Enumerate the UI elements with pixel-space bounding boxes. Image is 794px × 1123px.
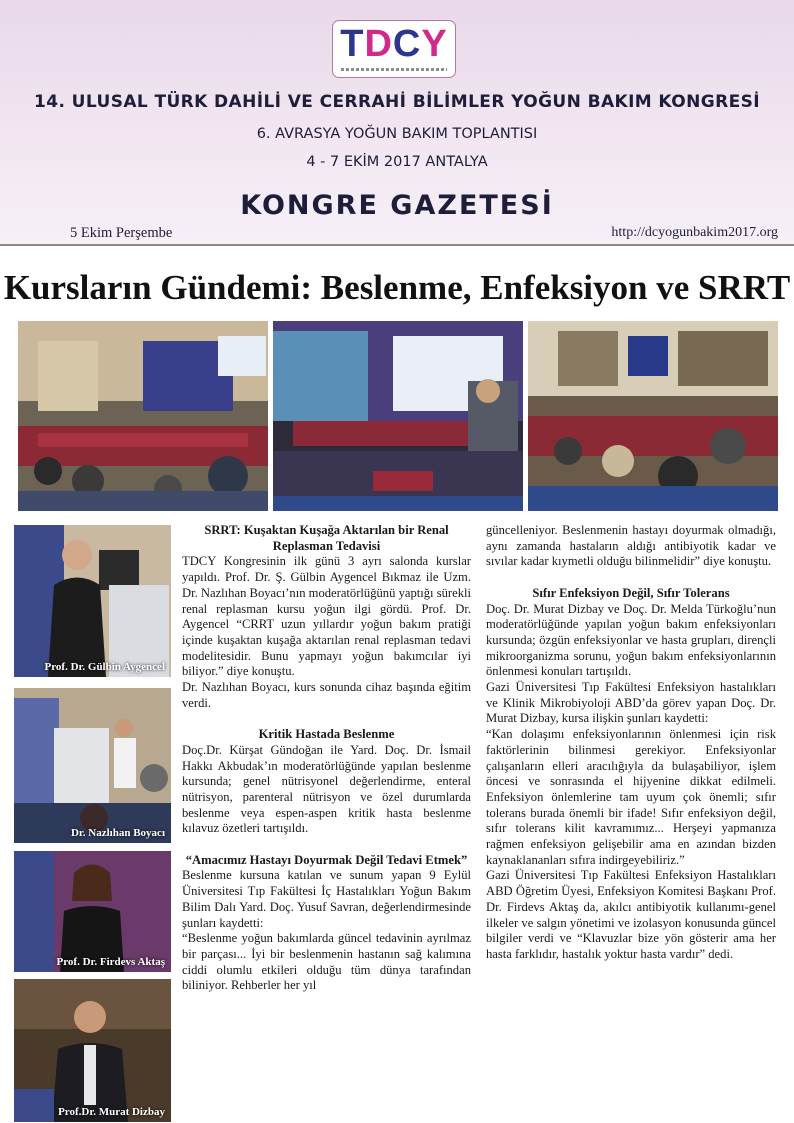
logo-text: TDCY (340, 23, 448, 65)
logo-tagline-bar (341, 68, 447, 71)
portrait-aygencel-image (14, 525, 171, 677)
portrait-dizbay (14, 979, 171, 1122)
paragraph: Gazi Üniversitesi Tıp Fakültesi Enfeksiyon Hastalıkları ABD Öğretim Üyesi, Enfeksiyon Komitesi Başkanı Prof. Dr. Firdevs Aktaş da, akılcı antibiyotik kullanımı-genel ilkeler ve salgın yönetimi ve izolasyon konusunda güncel bilgiler verdi ve “Klavuzlar bize yön gösterir ama her hasta farklıdır, hastalık yoktur hasta vardır” dedi. (486, 868, 776, 961)
paragraph: “Beslenme yoğun bakımlarda güncel tedavinin ayrılmaz bir parçası... İyi bir beslenmenin hastanın sağ kalımına ciddi olumlu etkileri olduğu tüm dünya tarafından biliniyor. Rehberler her yıl (182, 931, 471, 993)
hall-photo-3-image (528, 321, 778, 511)
article-column-2 (486, 523, 776, 963)
caption-aygencel: Prof. Dr. Gülbin Aygencel (44, 661, 165, 673)
portrait-aktas (14, 851, 171, 972)
section-heading: “Amacımız Hastayı Doyurmak Değil Tedavi Etmek” (185, 852, 468, 867)
event-dates: 4 - 7 EKİM 2017 ANTALYA (306, 154, 488, 170)
photo-hall-3 (528, 321, 778, 511)
caption-aktas: Prof. Dr. Firdevs Aktaş (56, 956, 165, 968)
article-column-1 (182, 523, 471, 994)
section-heading: Kritik Hastada Beslenme (258, 727, 395, 742)
issue-date: 5 Ekim Perşembe (70, 225, 173, 241)
newspaper-name: KONGRE GAZETESİ (240, 190, 554, 221)
caption-boyaci: Dr. Nazlıhan Boyacı (70, 827, 165, 839)
portrait-aygencel (14, 525, 171, 677)
masthead (0, 0, 794, 246)
portrait-boyaci (14, 688, 171, 843)
paragraph: Beslenme kursuna katılan ve sunum yapan 9 Eylül Üniversitesi Tıp Fakültesi İç Hastalıkları Yoğun Bakım Bilim Dalı Yard. Doç. Yusuf Savran, değerlendirmesinde şunları kaydetti: (182, 868, 471, 930)
portrait-aktas-image (14, 851, 171, 972)
hall-photo-2-image (273, 321, 523, 511)
paragraph: “Kan dolaşımı enfeksiyonlarının önlenmesi için risk faktörlerinin bilinmesi gerekiyor. Enfeksiyonlar çalışanların elleri aracılığıyla da bulaşabiliyor, işlem öncesi ve sonrasında el hijyenine dikkat edilmeli. Enfeksiyon önlemlerine tam uyum çok önemli; sıfır tolerans burada önemli bir ifade! Sıfır enfeksiyon değil, sıfır tolerans kilit kavramımız... Herşeyi yapmanıza rağmen enfeksiyon gelişebilir ama en azından bizden kaynaklananları sıfıra indirgeyebiliriz.” (486, 727, 776, 867)
section-heading: Sıfır Enfeksiyon Değil, Sıfır Tolerans (532, 585, 730, 600)
paragraph: Gazi Üniversitesi Tıp Fakültesi Enfeksiyon hastalıkları ve Klinik Mikrobiyoloji ABD’da görev yapan Doç. Dr. Murat Dizbay, kursa ilişkin şunları kaydetti: (486, 680, 776, 726)
photo-hall-2 (273, 321, 523, 511)
spacer (182, 837, 471, 853)
paragraph: Doç.Dr. Kürşat Gündoğan ile Yard. Doç. Dr. İsmail Hakkı Akbudak’ın moderatörlüğünde yapılan beslenme kursunda; genel nütrisyonel değerlendirme, enteral nütrisyon, parenteral nütrisyon ve özel durumlarda beslenme veya espen-aspen kritik hasta beslenme kılavuz özetleri tartışıldı. (182, 742, 471, 836)
paragraph: Doç. Dr. Murat Dizbay ve Doç. Dr. Melda Türkoğlu’nun moderatörlüğünde yapılan yoğun bakım enfeksiyonları kursunda; özgün enfeksiyonlar ve hasta grupları, dirençli mikroorganizma sorunu, yoğun bakım enfeksiyonlarının önlenmesi konuları tartışıldı. (486, 601, 776, 679)
paragraph: TDCY Kongresinin ilk günü 3 ayrı salonda kurslar yapıldı. Prof. Dr. Ş. Gülbin Aygencel Bıkmaz ile Uzm. Dr. Nazlıhan Boyacı’nın moderatörlüğünü yaptığı sürekli renal replasman kursu yoğun ilgi gördü. Prof. Dr. Aygencel “CRRT uzun yıllardır yoğun bakım pratiği içinde kuşaktan kuşağa aktarılan renal replasman tedavi modelitesidir. Bunu yapmayı yoğun bakımcılar iyi biliyor.” diye konuştu. (182, 554, 471, 679)
photo-hall-1 (18, 321, 268, 511)
paragraph: güncelleniyor. Beslenmenin hastayı doyurmak olmadığı, aynı zamanda hastaların aldığı antibiyotik kadar ve sıvılar kadar kıymetli olduğu bilinmelidir” diye konuştu. (486, 523, 776, 569)
spacer (486, 570, 776, 586)
caption-dizbay: Prof.Dr. Murat Dizbay (58, 1106, 165, 1118)
meeting-subtitle: 6. AVRASYA YOĞUN BAKIM TOPLANTISI (256, 126, 538, 142)
portrait-boyaci-image (14, 688, 171, 843)
tdcy-logo (332, 20, 456, 78)
section-heading: SRRT: Kuşaktan Kuşağa Aktarılan bir Renal Replasman Tedavisi (204, 523, 449, 553)
main-headline: Kursların Gündemi: Beslenme, Enfeksiyon ve SRRT (3, 268, 791, 307)
website-link[interactable]: http://dcyogunbakim2017.org (611, 225, 778, 240)
hall-photo-1-image (18, 321, 268, 511)
paragraph: Dr. Nazlıhan Boyacı, kurs sonunda cihaz başında eğitim verdi. (182, 680, 471, 710)
portrait-dizbay-image (14, 979, 171, 1122)
spacer (182, 711, 471, 727)
congress-title: 14. ULUSAL TÜRK DAHİLİ VE CERRAHİ BİLİMLER YOĞUN BAKIM KONGRESİ (34, 92, 760, 112)
